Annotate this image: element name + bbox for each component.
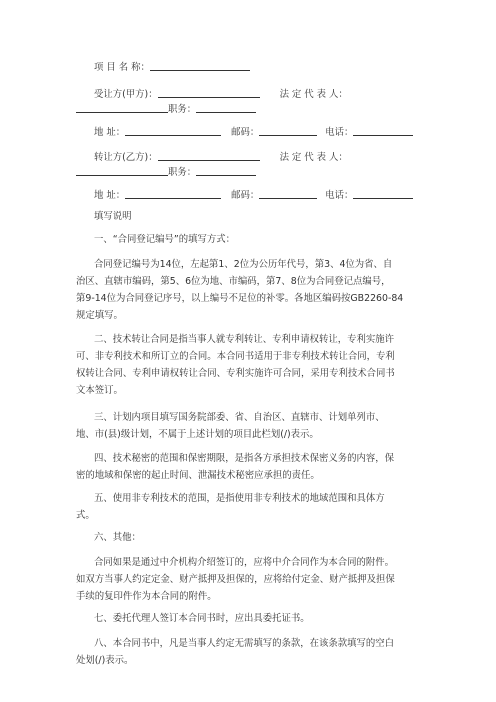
paragraph-line: 二、技术转让合同是指当事人就专利转让、专利申请权转让，专利实施许 (94, 334, 395, 345)
item4-paragraph (76, 450, 422, 484)
transferee-phone-blank[interactable] (353, 125, 413, 136)
transferee-legal-rep-blank[interactable] (76, 102, 168, 113)
transferee-address-row (76, 125, 420, 139)
item2-paragraph (76, 331, 422, 399)
item3-paragraph (76, 409, 422, 443)
item6-title: 六、其他： (94, 532, 141, 543)
paragraph-line: 合同登记编号为14位，左起第1、2位为公历年代号，第3、4位为省、自 (94, 259, 393, 270)
paragraph-line: 治区、直辖市编码，第5、6位为地、市编码，第7、8位为合同登记点编号， (76, 276, 391, 287)
paragraph-line: 如双方当事人约定定金、财产抵押及担保的，应将给付定金、财产抵押及担保 (76, 574, 395, 585)
transferee-position-row (76, 102, 420, 116)
paragraph-line: 地、市(县)级计划，不属于上述计划的项目此栏划(/)表示。 (76, 429, 319, 440)
project-name-label: 项 目 名 称： (94, 62, 150, 73)
postcode-label: 邮码： (231, 127, 260, 138)
transferor-position-label: 职务： (168, 167, 197, 178)
paragraph-line: 第9-14位为合同登记序号，以上编号不足位的补零。各地区编码按GB2260-84 (76, 293, 404, 304)
transferor-blank[interactable] (158, 150, 260, 161)
postcode-label-2: 邮码： (231, 190, 260, 201)
transferee-legal-rep-label: 法 定 代 表 人： (279, 89, 348, 100)
item5-paragraph (76, 490, 422, 524)
phone-label-2: 电话： (325, 190, 354, 201)
paragraph-line: 八、本合同书中，凡是当事人约定无需填写的条款，在该条款填写的空白 (94, 638, 395, 649)
item7-paragraph: 七、委托代理人签订本合同书时，应出具委托证书。 (94, 613, 310, 624)
transferee-blank[interactable] (158, 87, 260, 98)
transferor-address-blank[interactable] (125, 188, 221, 199)
paragraph-line: 三、计划内项目填写国务院部委、省、自治区、直辖市、计划单列市、 (94, 412, 385, 423)
paragraph-line: 合同如果是通过中介机构介绍签订的，应将中介合同作为本合同的附件。 (94, 557, 395, 568)
phone-label: 电话： (325, 127, 354, 138)
instructions-heading: 填写说明 (94, 211, 132, 222)
paragraph-line: 规定填写。 (76, 310, 123, 321)
transferor-row (76, 150, 420, 164)
transferee-position-label: 职务： (168, 104, 197, 115)
transferee-label: 受让方(甲方)： (94, 89, 158, 100)
item1-paragraph (76, 256, 422, 324)
address-label: 地 址： (94, 127, 126, 138)
project-name-row (76, 60, 420, 74)
item8-paragraph (76, 635, 422, 669)
transferee-row (76, 87, 420, 101)
transferor-legal-rep-blank[interactable] (76, 165, 168, 176)
address-label-2: 地 址： (94, 190, 126, 201)
paragraph-line: 可、非专利技术和所订立的合同。本合同书适用于非专利技术转让合同，专利 (76, 351, 395, 362)
paragraph-line: 权转让合同、专利申请权转让合同、专利实施许可合同，采用专利技术合同书 (76, 368, 395, 379)
transferor-position-blank[interactable] (196, 165, 256, 176)
transferor-address-row (76, 188, 420, 202)
transferee-postcode-blank[interactable] (259, 125, 317, 136)
paragraph-line: 文本签订。 (76, 385, 123, 396)
item6-paragraph (76, 554, 422, 605)
item1-title: 一、“合同登记编号”的填写方式： (94, 234, 235, 245)
paragraph-line: 四、技术秘密的范围和保密期限，是指各方承担技术保密义务的内容，保 (94, 453, 395, 464)
transferee-position-blank[interactable] (196, 102, 256, 113)
paragraph-line: 式。 (76, 510, 95, 521)
transferor-legal-rep-label: 法 定 代 表 人： (279, 152, 348, 163)
transferor-postcode-blank[interactable] (259, 188, 317, 199)
paragraph-line: 手续的复印件作为本合同的附件。 (76, 591, 217, 602)
paragraph-line: 五、使用非专利技术的范围，是指使用非专利技术的地域范围和具体方 (94, 493, 385, 504)
transferor-position-row (76, 165, 420, 179)
transferor-phone-blank[interactable] (353, 188, 413, 199)
project-name-blank[interactable] (150, 60, 250, 71)
transferor-label: 转让方(乙方)： (94, 152, 158, 163)
paragraph-line: 处划(/)表示。 (76, 655, 134, 666)
paragraph-line: 密的地域和保密的起止时间、泄漏技术秘密应承担的责任。 (76, 470, 320, 481)
transferee-address-blank[interactable] (125, 125, 221, 136)
